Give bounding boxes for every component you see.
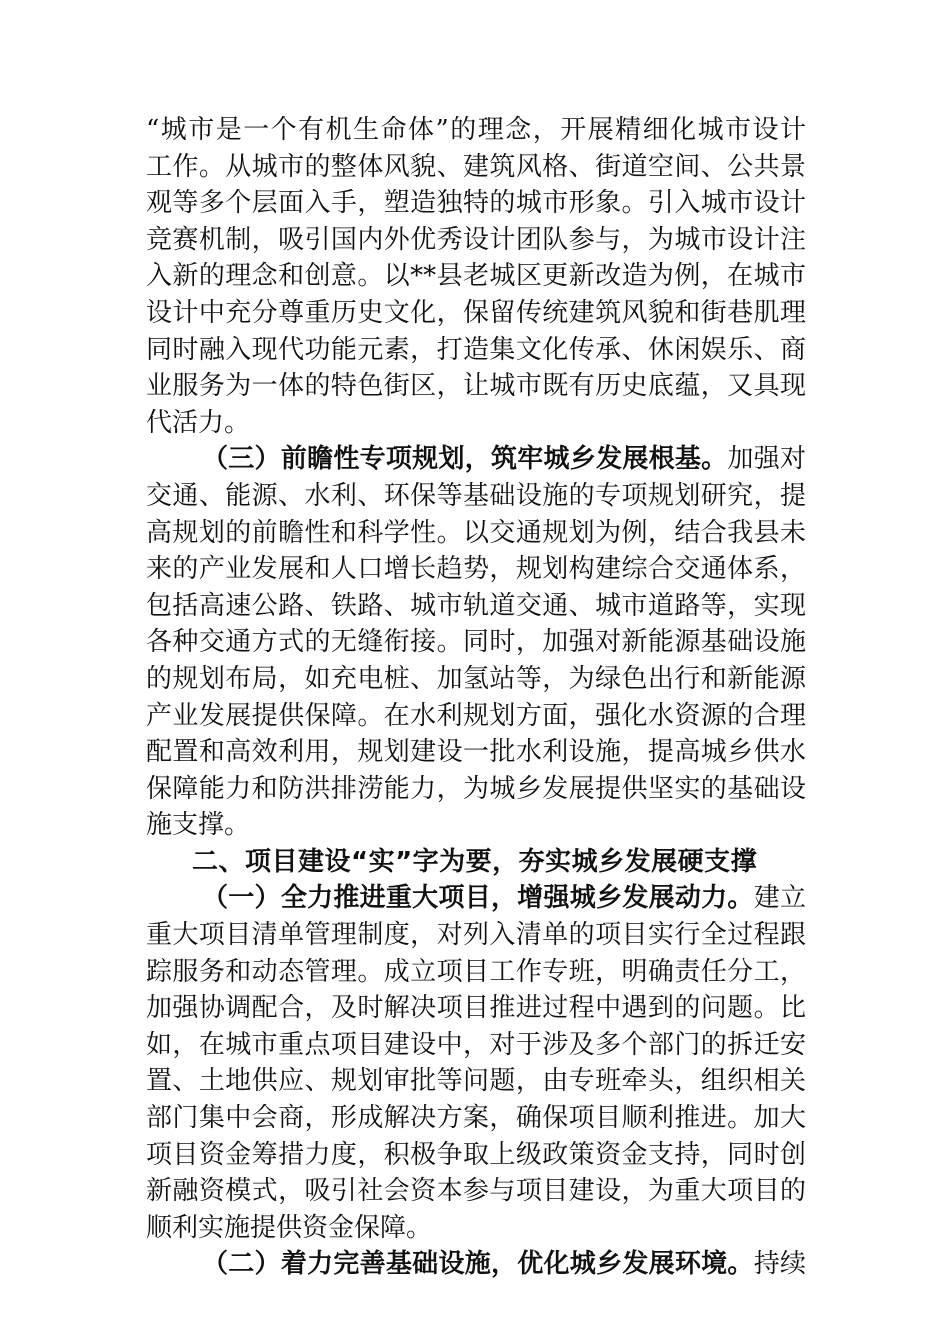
text-line: 产业发展提供保障。在水利规划方面，强化水资源的合理 [146, 700, 806, 731]
paragraph-first-line [146, 1246, 806, 1283]
text-line: 竞赛机制，吸引国内外优秀设计团队参与，为城市设计注 [146, 224, 806, 255]
text-line: 踪服务和动态管理。成立项目工作专班，明确责任分工， [146, 956, 806, 987]
document-page [146, 112, 806, 1283]
text-line: 高规划的前瞻性和科学性。以交通规划为例，结合我县未 [146, 517, 806, 548]
paragraph-special-planning [146, 441, 806, 844]
text-line: 施支撑。 [146, 810, 251, 841]
text-line: 工作。从城市的整体风貌、建筑风格、街道空间、公共景 [146, 151, 806, 182]
text-line: 的规划布局，如充电桩、加氢站等，为绿色出行和新能源 [146, 663, 806, 694]
text-line: 各种交通方式的无缝衔接。同时，加强对新能源基础设施 [146, 627, 806, 658]
paragraph-lead-rest: 持续 [753, 1249, 806, 1280]
text-line: 观等多个层面入手，塑造独特的城市形象。引入城市设计 [146, 188, 806, 219]
paragraph-urban-design [146, 112, 806, 441]
text-line: 保障能力和防洪排涝能力，为城乡发展提供坚实的基础设 [146, 773, 806, 804]
text-line: “城市是一个有机生命体”的理念，开展精细化城市设计 [146, 115, 806, 145]
text-line: 同时融入现代功能元素，打造集文化传承、休闲娱乐、商 [146, 334, 806, 365]
text-line: 业服务为一体的特色街区，让城市既有历史底蕴，又具现 [146, 371, 806, 402]
text-line: 设计中充分尊重历史文化，保留传统建筑风貌和街巷肌理 [146, 297, 806, 328]
paragraph-lead-heading: （一）全力推进重大项目，增强城乡发展动力。 [202, 883, 754, 914]
paragraph-first-line [146, 441, 806, 478]
paragraph-infrastructure [146, 1246, 806, 1283]
text-line: 新融资模式，吸引社会资本参与项目建设，为重大项目的 [146, 1176, 806, 1207]
text-line: 如，在城市重点项目建设中，对于涉及多个部门的拆迁安 [146, 1029, 806, 1060]
text-line: 项目资金筹措力度，积极争取上级政策资金支持，同时创 [146, 1139, 806, 1170]
text-line: 包括高速公路、铁路、城市轨道交通、城市道路等，实现 [146, 590, 806, 621]
text-line: 代活力。 [146, 407, 251, 438]
section-heading: 二、项目建设“实”字为要，夯实城乡发展硬支撑 [192, 846, 758, 877]
paragraph-lead-heading: （三）前瞻性专项规划，筑牢城乡发展根基。 [202, 444, 728, 475]
paragraph-lead-heading: （二）着力完善基础设施，优化城乡发展环境。 [202, 1249, 754, 1280]
text-line: 来的产业发展和人口增长趋势，规划构建综合交通体系， [146, 554, 806, 585]
text-line: 部门集中会商，形成解决方案，确保项目顺利推进。加大 [146, 1103, 806, 1134]
text-line: 顺利实施提供资金保障。 [146, 1212, 433, 1243]
paragraph-first-line [146, 880, 806, 917]
text-line: 重大项目清单管理制度，对列入清单的项目实行全过程跟 [146, 920, 806, 951]
text-line: 配置和高效利用，规划建设一批水利设施，提高城乡供水 [146, 737, 806, 768]
text-line: 加强协调配合，及时解决项目推进过程中遇到的问题。比 [146, 993, 806, 1024]
text-line: 交通、能源、水利、环保等基础设施的专项规划研究，提 [146, 480, 806, 511]
paragraph-major-projects [146, 880, 806, 1246]
paragraph-lead-rest: 建立 [753, 883, 806, 914]
paragraph-lead-rest: 加强对 [727, 444, 806, 475]
text-line: 置、土地供应、规划审批等问题，由专班牵头，组织相关 [146, 1066, 806, 1097]
text-line: 入新的理念和创意。以**县老城区更新改造为例，在城市 [146, 261, 806, 292]
